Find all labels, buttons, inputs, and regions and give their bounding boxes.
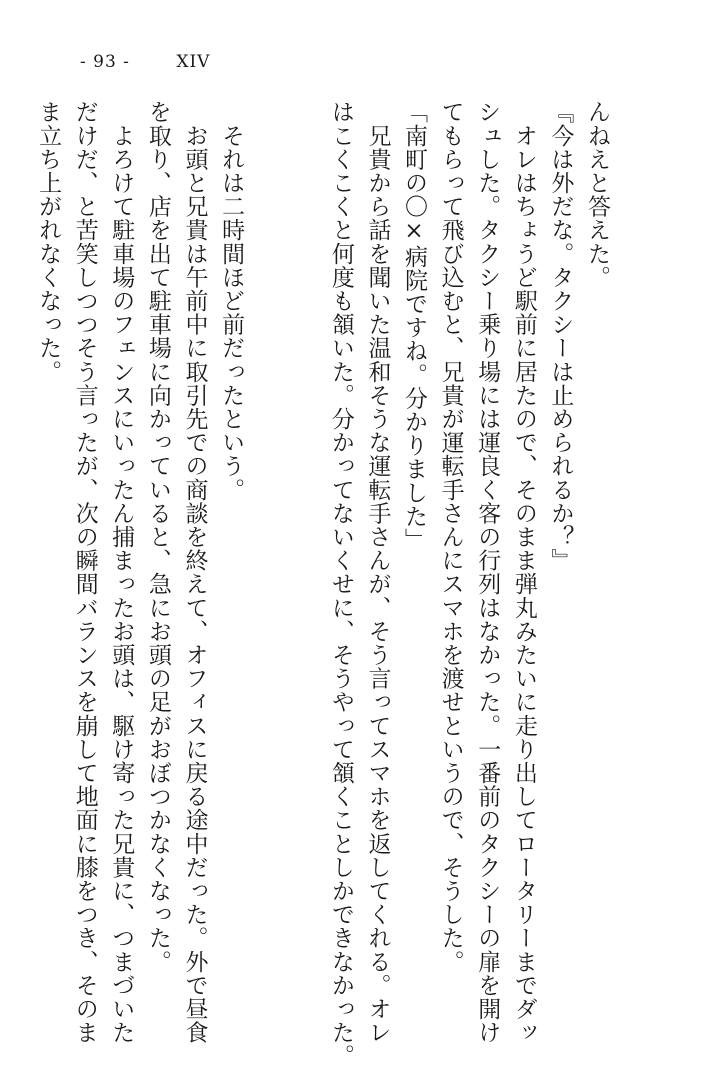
- text-line: ま立ち上がれなくなった。: [35, 100, 62, 384]
- text-line: シュした。タクシー乗り場には運良く客の行列はなかった。一番前のタクシーの扉を開け: [474, 100, 501, 1044]
- body-text: [30, 100, 616, 1068]
- chapter-number: XIV: [176, 52, 211, 72]
- text-line: よろけて駐車場のフェンスにいったん捕まったお頭は、駆け寄った兄貴に、つまづいた: [108, 100, 135, 1044]
- text-line: オレはちょうど駅前に居たので、そのまま弾丸みたいに走り出してロータリーまでダッ: [510, 100, 537, 1044]
- text-line: 『今は外だな。タクシーは止められるか？』: [547, 100, 574, 572]
- text-line: お頭と兄貴は午前中に取引先での商談を終えて、オフィスに戻る途中だった。外で昼食: [181, 100, 208, 1044]
- text-line: てもらって飛び込むと、兄貴が運転手さんにスマホを渡せというので、そうした。: [437, 100, 464, 974]
- blank-line: [249, 100, 286, 960]
- page-number: - 93 -: [80, 52, 130, 72]
- text-line: だけだ、と苦笑しつつそう言ったが、次の瞬間バランスを崩して地面に膝をつき、そのま: [71, 100, 98, 1044]
- text-line: 「南町の〇×病院ですね。分かりました」: [401, 100, 428, 552]
- blank-line: [286, 100, 323, 960]
- text-line: を取り、店を出て駐車場に向かっていると、急にお頭の足がおぼつかなくなった。: [144, 100, 171, 974]
- page-header: [80, 52, 210, 72]
- text-line: はこくこくと何度も頷いた。分かってないくせに、そうやって頷くことしかできなかった。: [327, 100, 354, 1068]
- text-line: 兄貴から話を聞いた温和そうな運転手さんが、そう言ってスマホを返してくれる。オレ: [364, 100, 391, 1044]
- text-line: それは二時間ほど前だったという。: [218, 100, 245, 502]
- text-line: んねえと答えた。: [584, 100, 610, 289]
